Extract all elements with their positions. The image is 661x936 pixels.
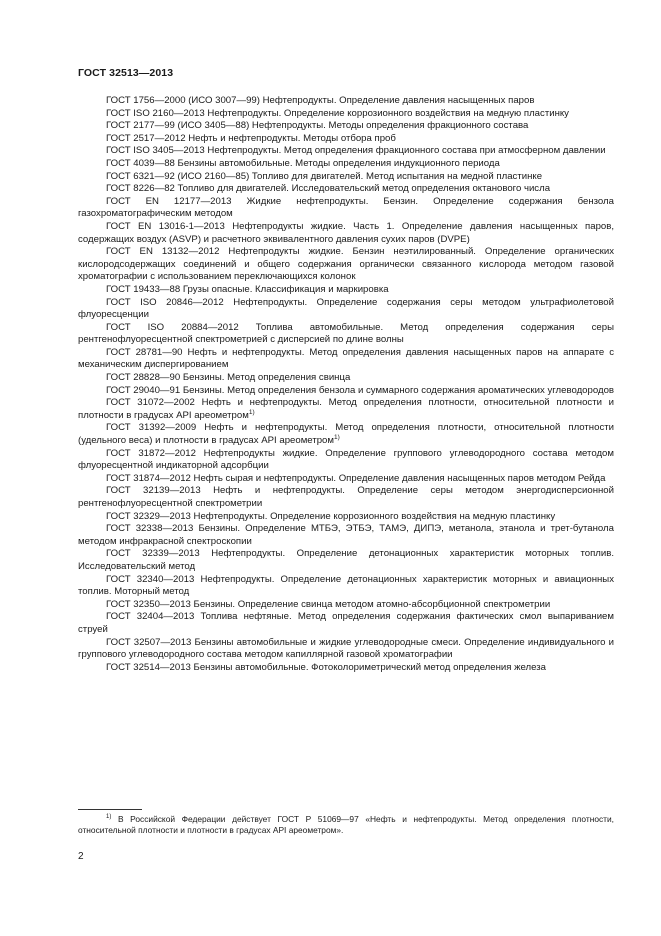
reference-entry [78,511,614,524]
reference-entry [78,158,614,171]
reference-entry [78,183,614,196]
reference-text: ГОСТ 31072—2002 Нефть и нефтепродукты. Метод определения плотности, относительной плотности и плотности в градусах API ареометром [78,397,614,421]
reference-text: ГОСТ 32507—2013 Бензины автомобильные и жидкие углеводородные смеси. Определение индивидуального и группового углеводородного состава методом капиллярной газовой хроматографии [78,636,614,661]
reference-entry [78,372,614,385]
reference-text: ГОСТ 2517—2012 Нефть и нефтепродукты. Методы отбора проб [106,132,396,144]
reference-entry [78,196,614,221]
reference-entry [78,221,614,246]
reference-text: ГОСТ 28828—90 Бензины. Метод определения свинца [106,372,351,384]
footnote-marker: 1) [106,814,112,820]
reference-text: ГОСТ 32329—2013 Нефтепродукты. Определение коррозионного воздействия на медную пластинку [106,510,556,522]
reference-entry [78,473,614,486]
reference-text: ГОСТ 28781—90 Нефть и нефтепродукты. Метод определения давления насыщенных паров на аппарате с механическим диспергированием [78,346,614,371]
reference-text: ГОСТ 8226—82 Топливо для двигателей. Исследовательский метод определения октанового числа [106,183,551,195]
page-number: 2 [78,851,84,862]
reference-entry [78,171,614,184]
footnote [78,814,614,836]
reference-entry [78,347,614,372]
reference-entry [78,662,614,675]
reference-entry [78,523,614,548]
normative-references-list [78,95,614,674]
reference-entry [78,108,614,121]
footnote-divider [78,809,142,810]
reference-entry [78,422,614,447]
reference-text: ГОСТ 31874—2012 Нефть сырая и нефтепродукты. Определение давления насыщенных паров методом Рейда [106,472,606,484]
reference-entry [78,297,614,322]
reference-entry [78,599,614,612]
reference-entry [78,95,614,108]
reference-text: ГОСТ 6321—92 (ИСО 2160—85) Топливо для двигателей. Метод испытания на медной пластинке [106,170,543,182]
reference-text: ГОСТ 19433—88 Грузы опасные. Классификация и маркировка [106,283,389,295]
footnote-reference: 1) [333,434,340,442]
footnote-text: В Российской Федерации действует ГОСТ Р 51069—97 «Нефть и нефтепродукты. Метод определения плотности, относительной плотности и плотности в градусах API ареометром». [78,814,615,836]
reference-entry [78,611,614,636]
reference-text: ГОСТ 4039—88 Бензины автомобильные. Методы определения индукционного периода [106,157,500,169]
reference-text: ГОСТ 29040—91 Бензины. Метод определения бензола и суммарного содержания ароматических углеводородов [106,384,615,396]
reference-text: ГОСТ 1756—2000 (ИСО 3007—99) Нефтепродукты. Определение давления насыщенных паров [106,95,535,106]
reference-text: ГОСТ ISO 3405—2013 Нефтепродукты. Метод определения фракционного состава при атмосферном давлении [106,145,606,157]
reference-text: ГОСТ 32404—2013 Топлива нефтяные. Метод определения содержания фактических смол выпариванием струей [78,611,614,635]
reference-text: ГОСТ ISO 20884—2012 Топлива автомобильные. Метод определения содержания серы рентгенофлуоресцентной спектрометрией с дисперсией по длине волны [78,321,614,346]
reference-entry [78,637,614,662]
footnote-reference: 1) [248,408,255,416]
reference-text: ГОСТ ISO 2160—2013 Нефтепродукты. Определение коррозионного воздействия на медную пластинку [106,107,569,119]
reference-text: ГОСТ 32514—2013 Бензины автомобильные. Фотоколориметрический метод определения железа [106,661,547,673]
reference-entry [78,448,614,473]
reference-entry [78,485,614,510]
reference-entry [78,548,614,573]
reference-entry [78,385,614,398]
reference-entry [78,120,614,133]
reference-text: ГОСТ 32350—2013 Бензины. Определение свинца методом атомно-абсорбционной спектрометрии [106,598,551,610]
reference-entry [78,246,614,284]
reference-text: ГОСТ 2177—99 (ИСО 3405—88) Нефтепродукты. Методы определения фракционного состава [106,120,529,132]
reference-text: ГОСТ 32139—2013 Нефть и нефтепродукты. Определение серы методом энергодисперсионной рентгенофлуоресцентной спектрометрии [78,485,614,509]
reference-text: ГОСТ 31872—2012 Нефтепродукты жидкие. Определение группового углеводородного состава методом флуоресцентной индикаторной адсорбции [78,447,614,472]
reference-entry [78,145,614,158]
document-header: ГОСТ 32513—2013 [78,67,174,79]
reference-text: ГОСТ 32338—2013 Бензины. Определение МТБЭ, ЭТБЭ, ТАМЭ, ДИПЭ, метанола, этанола и трет-бутанола методом инфракрасной спектроскопии [78,523,614,547]
reference-text: ГОСТ EN 13016-1—2013 Нефтепродукты жидкие. Часть 1. Определение давления насыщенных паров, содержащих воздух (ASVP) и расчетного эквивалентного давления сухих паров (DVPE) [78,220,614,245]
reference-text: ГОСТ EN 13132—2012 Нефтепродукты жидкие. Бензин неэтилированный. Определение органических кислородсодержащих соединений и общего содержания органически связанного кислорода методом газовой хроматографии с использованием переключающихся колонок [78,246,614,283]
reference-entry [78,284,614,297]
reference-entry [78,322,614,347]
reference-text: ГОСТ EN 12177—2013 Жидкие нефтепродукты. Бензин. Определение содержания бензола газохроматографическим методом [78,195,614,220]
reference-text: ГОСТ ISO 20846—2012 Нефтепродукты. Определение содержания серы методом ультрафиолетовой флуоресценции [78,296,614,321]
reference-entry [78,397,614,422]
reference-text: ГОСТ 31392—2009 Нефть и нефтепродукты. Метод определения плотности, относительной плотности (удельного веса) и плотности в градусах API ареометром [78,422,614,447]
reference-entry [78,574,614,599]
reference-text: ГОСТ 32339—2013 Нефтепродукты. Определение детонационных характеристик моторных топлив. Исследовательский метод [78,548,614,572]
reference-entry [78,133,614,146]
reference-text: ГОСТ 32340—2013 Нефтепродукты. Определение детонационных характеристик моторных и авиационных топлив. Моторный метод [78,573,614,598]
